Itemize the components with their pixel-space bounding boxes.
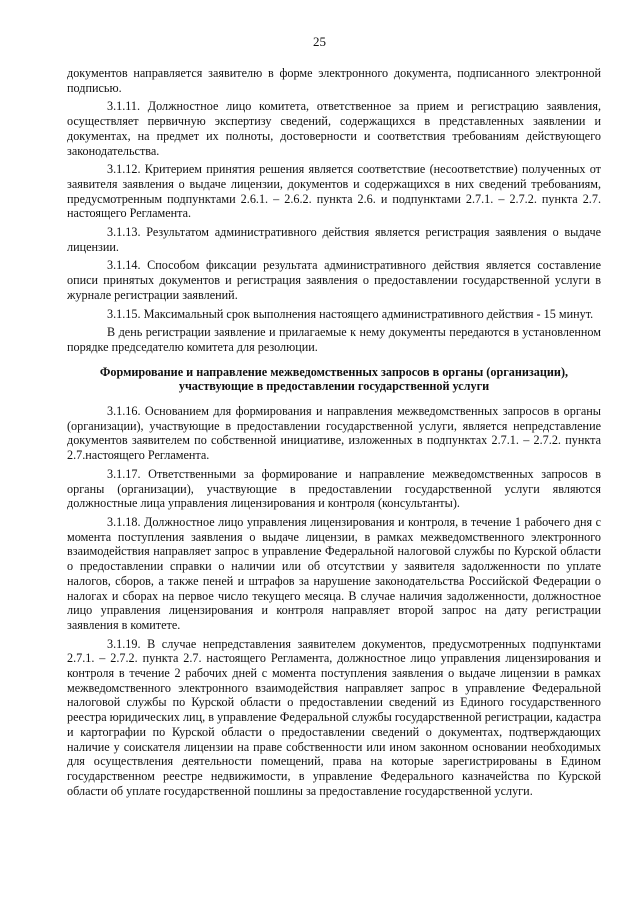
paragraph-3-1-16: 3.1.16. Основанием для формирования и направления межведомственных запросов в органы (организации), участвующие в предоставлении государственной услуги, является непредставление документов заявителем по собственной инициативе, изложенных в подпунктах 2.7.1. – 2.7.2. пункта 2.7.настоящего Регламента. xyxy=(67,404,601,463)
paragraph-3-1-13: 3.1.13. Результатом административного действия является регистрация заявления о выдаче лицензии. xyxy=(67,225,601,254)
paragraph-3-1-12: 3.1.12. Критерием принятия решения является соответствие (несоответствие) полученных от заявителя заявления о выдаче лицензии, документов и содержащихся в них сведений требованиям, предусмотренным подпунктами 2.6.1. – 2.6.2. пункта 2.6. и подпунктами 2.7.1. – 2.7.2. пункта 2.7. настоящего Регламента. xyxy=(67,162,601,221)
paragraph-3-1-18: 3.1.18. Должностное лицо управления лицензирования и контроля, в течение 1 рабочего дня с момента поступления заявления о выдаче лицензии, в рамках межведомственного электронного взаимодействия направляет запрос в управление Федеральной налоговой службы по Курской области о предоставлении справки о наличии или об отсутствии у заявителя задолженности по уплате налогов, сборов, а также пеней и штрафов за нарушение законодательства Российской Федерации о налогах и сборах на первое число текущего месяца. В случае наличия задолженности, должностное лицо управления лицензирования и контроля направляет второй запрос на дату регистрации заявления в комитете. xyxy=(67,514,601,632)
paragraph-3-1-15: 3.1.15. Максимальный срок выполнения настоящего административного действия - 15 минут. xyxy=(107,306,594,321)
section-heading: Формирование и направление межведомственных запросов в органы (организации), участвующие в предоставлении государственной услуги xyxy=(99,364,569,394)
paragraph-continuation: документов направляется заявителю в форме электронного документа, подписанного электронной подписью. xyxy=(67,66,601,95)
document-body xyxy=(67,66,601,802)
paragraph-3-1-11: 3.1.11. Должностное лицо комитета, ответственное за прием и регистрацию заявления, осуществляет первичную экспертизу сведений, содержащихся в представленных заявлении и документах, на предмет их полноты, достоверности и соответствия требованиям действующего законодательства. xyxy=(67,99,601,158)
page-number: 25 xyxy=(313,34,326,49)
paragraph-3-1-14: 3.1.14. Способом фиксации результата административного действия является составление описи принятых документов и регистрация заявления о предоставлении государственной услуги в журнале регистрации заявлений. xyxy=(67,258,601,302)
paragraph-registration-day: В день регистрации заявление и прилагаемые к нему документы передаются в установленном порядке председателю комитета для резолюции. xyxy=(67,325,601,354)
paragraph-3-1-19: 3.1.19. В случае непредставления заявителем документов, предусмотренных подпунктами 2.7.1. – 2.7.2. пункта 2.7. настоящего Регламента, должностное лицо управления лицензирования и контроля в течение 2 рабочих дней с момента поступления заявления о выдаче лицензии в рамках межведомственного электронного взаимодействия направляет запрос в управление Федеральной налоговой службы по Курской области о предоставлении сведений из Единого государственного реестра юридических лиц, в управление Федеральной службы государственной регистрации, кадастра и картографии по Курской области о предоставлении сведений о документах, подтверждающих наличие у соискателя лицензии на праве собственности или ином законном основании необходимых для осуществления деятельности помещений, права на которые зарегистрированы в Едином государственном реестре недвижимости, в управление Федерального казначейства по Курской области об уплате государственной пошлины за предоставление государственной услуги. xyxy=(67,636,601,798)
paragraph-3-1-17: 3.1.17. Ответственными за формирование и направление межведомственных запросов в органы (организации), участвующие в предоставлении государственной услуги являются должностные лица управления лицензирования и контроля (консультанты). xyxy=(67,466,601,511)
